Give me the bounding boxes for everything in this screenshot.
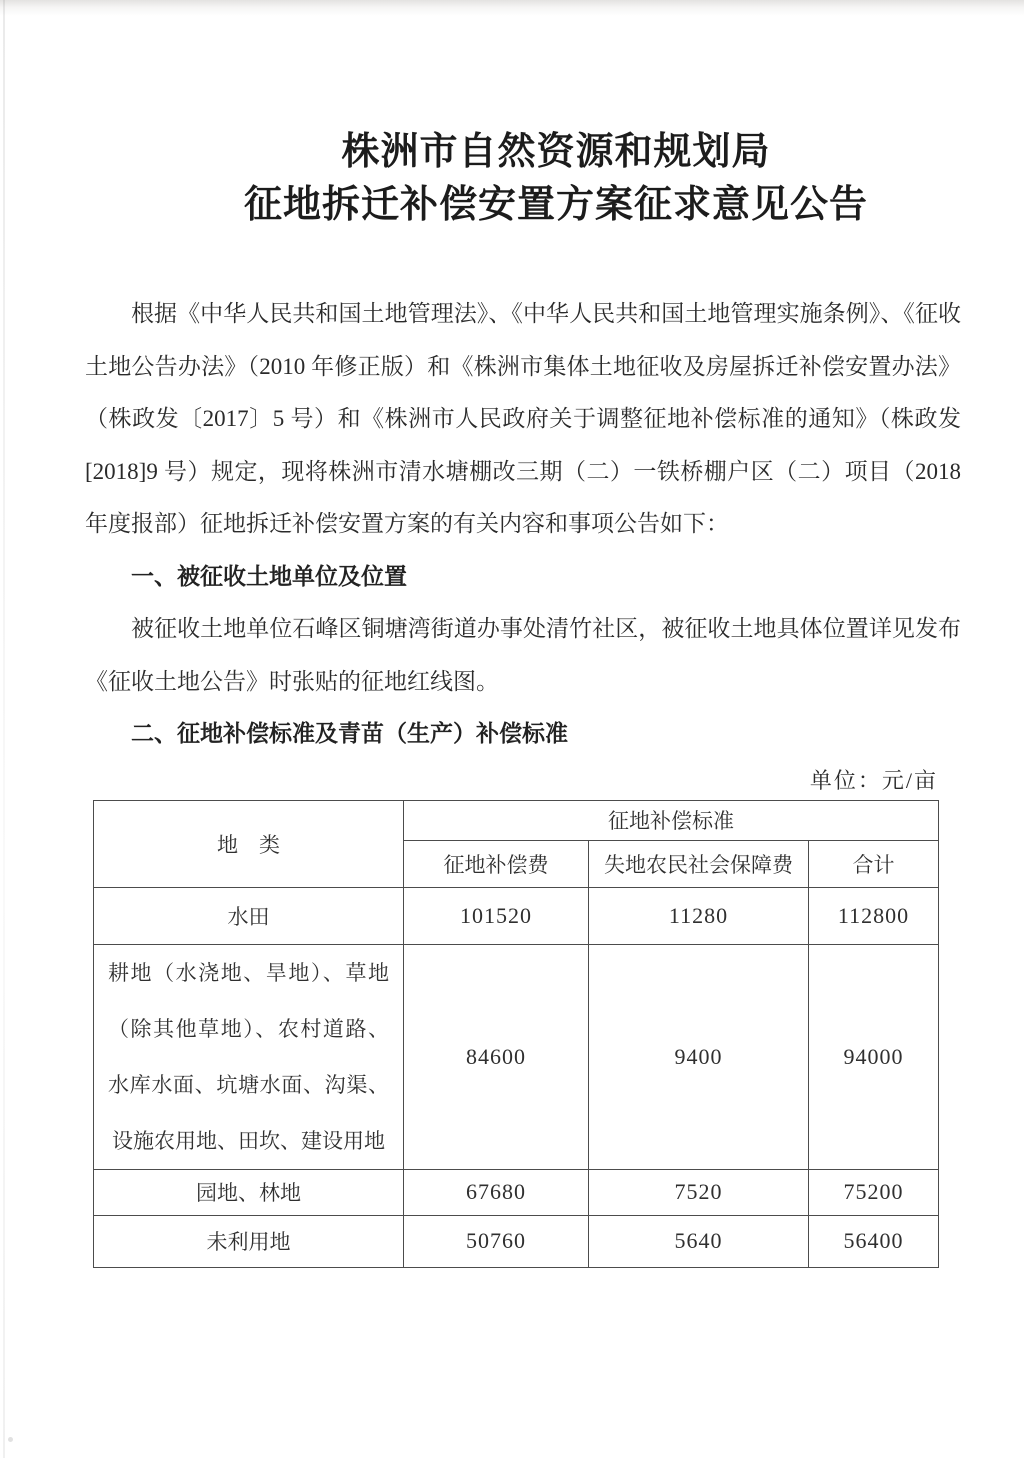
table-cell-land-type: 水田 xyxy=(94,887,404,944)
table-subheader-total: 合计 xyxy=(809,840,939,887)
table-cell-compensation-fee: 101520 xyxy=(404,887,589,944)
table-cell-land-type: 未利用地 xyxy=(94,1215,404,1267)
table-corner-header-land-type: 地 类 xyxy=(94,800,404,887)
table-cell-total: 94000 xyxy=(809,944,939,1169)
table-row-cultivated-land xyxy=(94,944,939,1169)
table-cell-total: 75200 xyxy=(809,1169,939,1215)
table-cell-social-security-fee: 11280 xyxy=(589,887,809,944)
compensation-table xyxy=(93,800,939,1268)
table-cell-compensation-fee: 50760 xyxy=(404,1215,589,1267)
scan-speck xyxy=(8,1437,13,1442)
table-subheader-compensation-fee: 征地补偿费 xyxy=(404,840,589,887)
table-cell-social-security-fee: 9400 xyxy=(589,944,809,1169)
table-cell-total: 56400 xyxy=(809,1215,939,1267)
document-title-line-1: 株洲市自然资源和规划局 xyxy=(341,131,771,173)
section-1-body: 被征收土地单位石峰区铜塘湾街道办事处清竹社区，被征收土地具体位置详见发布《征收土地公告》时张贴的征地红线图。 xyxy=(85,616,961,694)
table-row-unused-land xyxy=(94,1215,939,1267)
table-subheader-social-security-fee: 失地农民社会保障费 xyxy=(589,840,809,887)
table-cell-social-security-fee: 7520 xyxy=(589,1169,809,1215)
section-1-heading: 一、被征收土地单位及位置 xyxy=(131,563,407,589)
table-cell-land-type: 耕地（水浇地、旱地）、草地（除其他草地）、农村道路、水库水面、坑塘水面、沟渠、设施农用地、田坎、建设用地 xyxy=(94,944,404,1169)
table-cell-compensation-fee: 67680 xyxy=(404,1169,589,1215)
intro-paragraph: 根据《中华人民共和国土地管理法》、《中华人民共和国土地管理实施条例》、《征收土地公告办法》（2010 年修正版）和《株洲市集体土地征收及房屋拆迁补偿安置办法》（株政发〔2017〕5 号）和《株洲市人民政府关于调整征地补偿标准的通知》（株政发[2018]9 号）规定，现将株洲市清水塘棚改三期（二）一铁桥棚户区（二）项目（2018 年度报部）征地拆迁补偿安置方案的有关内容和事项公告如下： xyxy=(85,301,961,536)
table-row-garden-forest-land xyxy=(94,1169,939,1215)
unit-label: 单位：元/亩 xyxy=(809,767,938,793)
table-cell-land-type: 园地、林地 xyxy=(94,1169,404,1215)
table-group-header-compensation-standard: 征地补偿标准 xyxy=(404,800,939,840)
table-cell-total: 112800 xyxy=(809,887,939,944)
scan-edge-left xyxy=(3,0,5,1458)
document-content xyxy=(85,0,961,1268)
table-cell-compensation-fee: 84600 xyxy=(404,944,589,1169)
table-row-paddy-field xyxy=(94,887,939,944)
section-2-heading: 二、征地补偿标准及青苗（生产）补偿标准 xyxy=(131,721,568,746)
document-title-line-2: 征地拆迁补偿安置方案征求意见公告 xyxy=(243,184,868,226)
table-header-row-group xyxy=(94,800,939,840)
document-title xyxy=(85,126,961,232)
table-cell-social-security-fee: 5640 xyxy=(589,1215,809,1267)
